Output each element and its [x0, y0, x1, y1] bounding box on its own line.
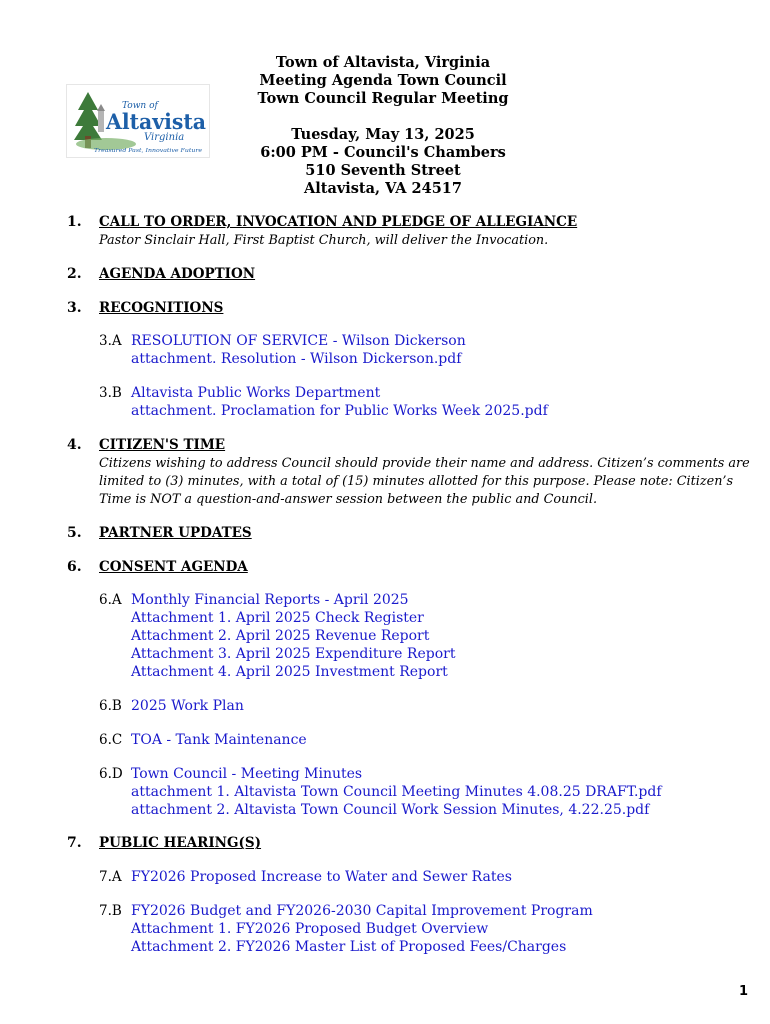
meeting-time: 6:00 PM - Council's Chambers [260, 143, 506, 161]
header-line: Meeting Agenda Town Council [259, 72, 507, 90]
item-label: 7.B [99, 903, 122, 920]
item-label: 6.C [99, 731, 123, 748]
section-title: CONSENT AGENDA [99, 558, 248, 575]
attachment-link[interactable]: Attachment 2. April 2025 Revenue Report [131, 628, 430, 645]
section-note: Pastor Sinclair Hall, First Baptist Church, will deliver the Invocation. [99, 232, 549, 248]
agenda-item [67, 903, 757, 957]
meeting-city: Altavista, VA 24517 [303, 180, 462, 198]
logo-town-of: Town of [122, 101, 158, 111]
section-title: PUBLIC HEARING(S) [99, 835, 262, 852]
item-link[interactable]: RESOLUTION OF SERVICE - Wilson Dickerson [131, 333, 466, 350]
town-logo-graphic [66, 84, 210, 158]
header-line: Town of Altavista, Virginia [275, 54, 491, 71]
agenda-section [67, 266, 757, 284]
item-link[interactable]: FY2026 Budget and FY2026-2030 Capital Improvement Program [131, 903, 593, 920]
agenda-body [67, 214, 757, 957]
section-number: 1. [67, 214, 82, 230]
item-label: 6.B [99, 697, 122, 714]
item-label: 3.B [99, 385, 122, 402]
item-label: 7.A [99, 869, 122, 886]
item-label: 3.A [99, 333, 122, 350]
agenda-section [67, 300, 757, 318]
section-number: 2. [67, 265, 82, 282]
section-number: 3. [67, 299, 82, 316]
attachment-link[interactable]: attachment 1. Altavista Town Council Meeting Minutes 4.08.25 DRAFT.pdf [131, 783, 662, 800]
page-number: 1 [738, 984, 748, 999]
attachment-link[interactable]: Attachment 2. FY2026 Master List of Proposed Fees/Charges [131, 938, 567, 955]
section-title: AGENDA ADOPTION [99, 265, 256, 282]
item-link[interactable]: Altavista Public Works Department [131, 385, 381, 402]
item-link[interactable]: 2025 Work Plan [131, 697, 244, 714]
agenda-item [67, 385, 757, 421]
town-logo [66, 84, 210, 158]
agenda-section [67, 437, 757, 509]
agenda-section [67, 559, 757, 577]
agenda-section [67, 214, 757, 250]
logo-name: Altavista [105, 109, 207, 134]
attachment-link[interactable]: Attachment 1. FY2026 Proposed Budget Overview [131, 921, 489, 938]
item-link[interactable]: TOA - Tank Maintenance [131, 731, 307, 748]
attachment-link[interactable]: attachment. Proclamation for Public Works Week 2025.pdf [131, 403, 548, 420]
agenda-section [67, 835, 757, 853]
attachment-link[interactable]: Attachment 4. April 2025 Investment Report [131, 664, 448, 681]
attachment-link[interactable]: attachment 2. Altavista Town Council Work Session Minutes, 4.22.25.pdf [131, 801, 650, 818]
section-number: 5. [67, 524, 82, 541]
section-number: 6. [67, 558, 82, 575]
agenda-item [67, 333, 757, 369]
meeting-header [230, 54, 536, 198]
section-title: CITIZEN'S TIME [99, 437, 226, 454]
item-label: 6.A [99, 592, 122, 609]
meeting-street: 510 Seventh Street [305, 162, 461, 180]
section-title: RECOGNITIONS [99, 299, 224, 316]
attachment-link[interactable]: Attachment 3. April 2025 Expenditure Report [131, 646, 456, 663]
item-label: 6.D [99, 765, 123, 782]
logo-state: Virginia [144, 132, 185, 143]
agenda-item [67, 698, 757, 716]
attachment-link[interactable]: Attachment 1. April 2025 Check Register [131, 610, 424, 627]
section-title: PARTNER UPDATES [99, 524, 252, 541]
section-title: CALL TO ORDER, INVOCATION AND PLEDGE OF ALLEGIANCE [99, 214, 578, 230]
agenda-item [67, 869, 757, 887]
section-note: Citizens wishing to address Council should provide their name and address. Citizen’s comments are limited to (3) minutes, with a total of (15) minutes allotted for this purpose. Please note: Citizen’s Time is NOT a question-and-answer session between the public and Council. [99, 455, 750, 507]
header-line: Town Council Regular Meeting [257, 90, 509, 108]
attachment-link[interactable]: attachment. Resolution - Wilson Dickerson.pdf [131, 351, 462, 368]
agenda-item [67, 732, 757, 750]
agenda-item [67, 766, 757, 820]
item-link[interactable]: Monthly Financial Reports - April 2025 [131, 592, 409, 609]
logo-tagline: Treasured Past, Innovative Future [94, 148, 203, 154]
meeting-date: Tuesday, May 13, 2025 [291, 125, 475, 143]
section-number: 4. [67, 437, 82, 454]
agenda-item [67, 592, 757, 682]
item-link[interactable]: FY2026 Proposed Increase to Water and Sewer Rates [131, 869, 512, 886]
agenda-section [67, 525, 757, 543]
section-number: 7. [67, 835, 82, 852]
item-link[interactable]: Town Council - Meeting Minutes [131, 765, 363, 782]
